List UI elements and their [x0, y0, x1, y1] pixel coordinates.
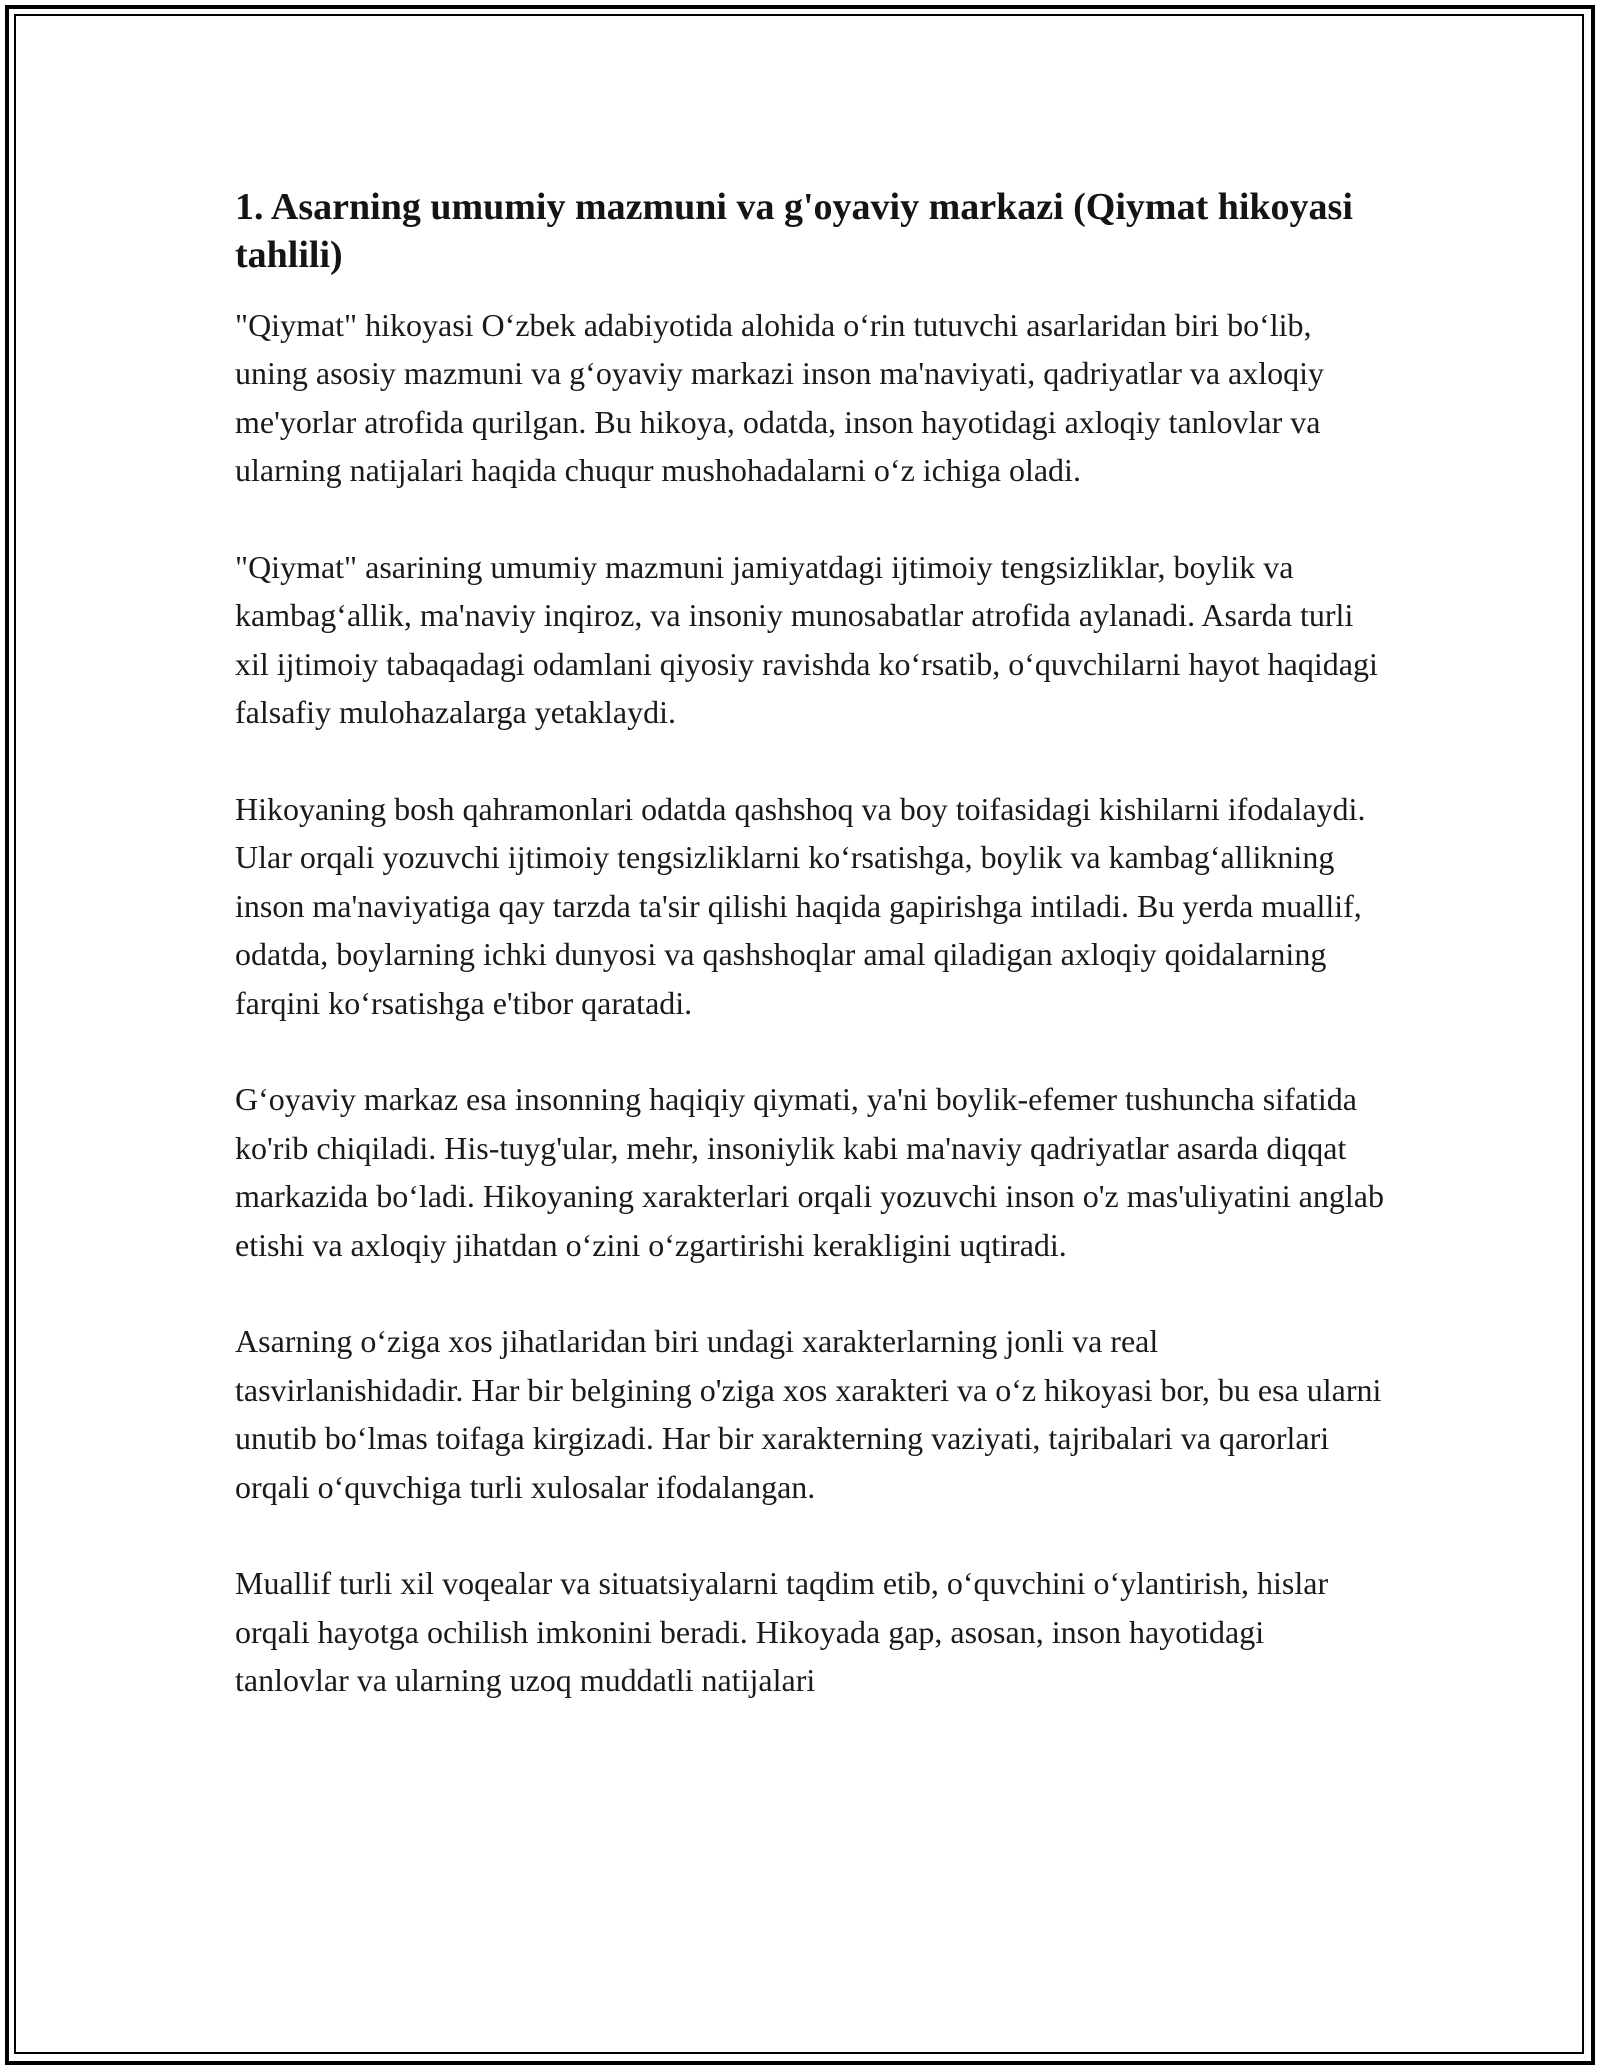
paragraph-2: "Qiymat" asarining umumiy mazmuni jamiyatdagi ijtimoiy tengsizliklar, boylik va kambag‘allik, ma'naviy inqiroz, va insoniy munosabatlar atrofida aylanadi. Asarda turli xil ijtimoiy tabaqadagi odamlani qiyosiy ravishda ko‘rsatib, o‘quvchilarni hayot haqidagi falsafiy mulohazalarga yetaklaydi.: [235, 549, 1378, 731]
paragraph-5: Asarning o‘ziga xos jihatlaridan biri undagi xarakterlarning jonli va real tasvirlanishidadir. Har bir belgining o'ziga xos xarakteri va o‘z hikoyasi bor, bu esa ularni unutib bo‘lmas toifaga kirgizadi. Har bir xarakterning vaziyati, tajribalari va qarorlari orqali o‘quvchiga turli xulosalar ifodalangan.: [235, 1323, 1382, 1505]
document-body: [235, 183, 1385, 1753]
section-heading: 1. Asarning umumiy mazmuni va g'oyaviy markazi (Qiymat hikoyasi tahlili): [235, 186, 1353, 276]
paragraph-6: Muallif turli xil voqealar va situatsiyalarni taqdim etib, o‘quvchini o‘ylantirish, hislar orqali hayotga ochilish imkonini beradi. Hikoyada gap, asosan, inson hayotidagi tanlovlar va ularning uzoq muddatli natijalari: [235, 1565, 1329, 1699]
paragraph-3: Hikoyaning bosh qahramonlari odatda qashshoq va boy toifasidagi kishilarni ifodalaydi. Ular orqali yozuvchi ijtimoiy tengsizliklarni ko‘rsatishga, boylik va kambag‘allikning inson ma'naviyatiga qay tarzda ta'sir qilishi haqida gapirishga intiladi. Bu yerda muallif, odatda, boylarning ichki dunyosi va qashshoqlar amal qiladigan axloqiy qoidalarning farqini ko‘rsatishga e'tibor qaratadi.: [235, 791, 1366, 1021]
paragraph-1: "Qiymat" hikoyasi O‘zbek adabiyotida alohida o‘rin tutuvchi asarlaridan biri bo‘lib, uning asosiy mazmuni va g‘oyaviy markazi inson ma'naviyati, qadriyatlar va axloqiy me'yorlar atrofida qurilgan. Bu hikoya, odatda, inson hayotidagi axloqiy tanlovlar va ularning natijalari haqida chuqur mushohadalarni o‘z ichiga oladi.: [235, 307, 1325, 489]
paragraph-4: G‘oyaviy markaz esa insonning haqiqiy qiymati, ya'ni boylik-efemer tushuncha sifatida ko'rib chiqiladi. His-tuyg'ular, mehr, insoniylik kabi ma'naviy qadriyatlar asarda diqqat markazida bo‘ladi. Hikoyaning xarakterlari orqali yozuvchi inson o'z mas'uliyatini anglab etishi va axloqiy jihatdan o‘zini o‘zgartirishi kerakligini uqtiradi.: [235, 1081, 1384, 1263]
